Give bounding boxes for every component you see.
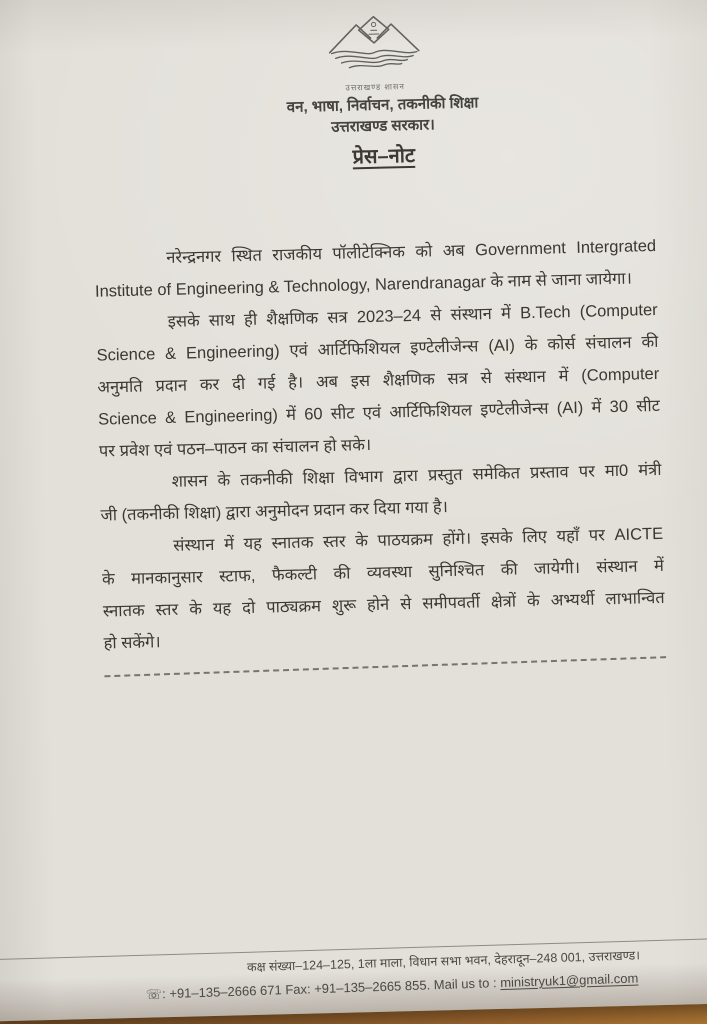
body-line: Science & Engineering) में 60 सीट एवं आर्टिफिशियल इण्टेलीजेन्स (AI) में 30 सीट xyxy=(97,396,661,429)
body-line: इसके साथ ही शैक्षणिक सत्र 2023–24 से संस्थान में B.Tech (Computer xyxy=(167,300,658,331)
emblem-caption: उत्तराखण्ड शासन xyxy=(345,82,405,93)
footer-contact-text: : +91–135–2666 671 Fax: +91–135–2665 855. Mail us to : xyxy=(161,975,497,1002)
body-line: शासन के तकनीकी शिक्षा विभाग द्वारा प्रस्तुत समेकित प्रस्ताव पर मा0 मंत्री xyxy=(171,460,662,491)
body-line: स्नातक स्तर के यह दो पाठ्यक्रम शुरू होने से समीपवर्ती क्षेत्रों के अभ्यर्थी लाभान्वित xyxy=(102,588,665,621)
body-line: के मानकानुसार स्टाफ, फैकल्टी की व्यवस्था सुनिश्चित की जायेगी। संस्थान में xyxy=(101,556,665,589)
page-title: प्रेस–नोट xyxy=(352,144,416,169)
footer-address: कक्ष संख्या–124–125, 1ला माला, विधान सभा भवन, देहरादून–248 001, उत्तराखण्ड। xyxy=(246,948,641,975)
government-line: उत्तराखण्ड सरकार। xyxy=(331,116,436,136)
emblem xyxy=(325,13,423,94)
body-line: पर प्रवेश एवं पठन–पाठन का संचालन हो सके। xyxy=(98,436,372,461)
body-text xyxy=(94,230,666,660)
uttarakhand-emblem-icon xyxy=(325,13,422,77)
body-line: हो सकेंगे। xyxy=(103,633,161,653)
body-line: Institute of Engineering & Technology, Narendranagar के नाम से जाना जायेगा। xyxy=(94,269,633,301)
department-line: वन, भाषा, निर्वाचन, तकनीकी शिक्षा xyxy=(286,94,479,116)
footer-email: ministryuk1@gmail.com xyxy=(499,970,639,991)
body-line: नरेन्द्रनगर स्थित राजकीय पॉलीटेक्निक को अब Government Intergrated xyxy=(166,236,657,267)
telephone-icon: ☏ xyxy=(145,986,163,1002)
body-line: Science & Engineering) एवं आर्टिफिशियल इण्टेलीजेन्स (AI) के कोर्स संचालन की xyxy=(96,332,659,365)
separator-line xyxy=(104,656,666,677)
body-line: अनुमति प्रदान कर दी गई है। अब इस शैक्षणिक सत्र से संस्थान में (Computer xyxy=(97,364,660,397)
body-line: जी (तकनीकी शिक्षा) द्वारा अनुमोदन प्रदान कर दिया गया है। xyxy=(100,498,449,525)
body-line: संस्थान में यह स्नातक स्तर के पाठयक्रम होंगे। इसके लिए यहाँ पर AICTE xyxy=(173,524,664,555)
